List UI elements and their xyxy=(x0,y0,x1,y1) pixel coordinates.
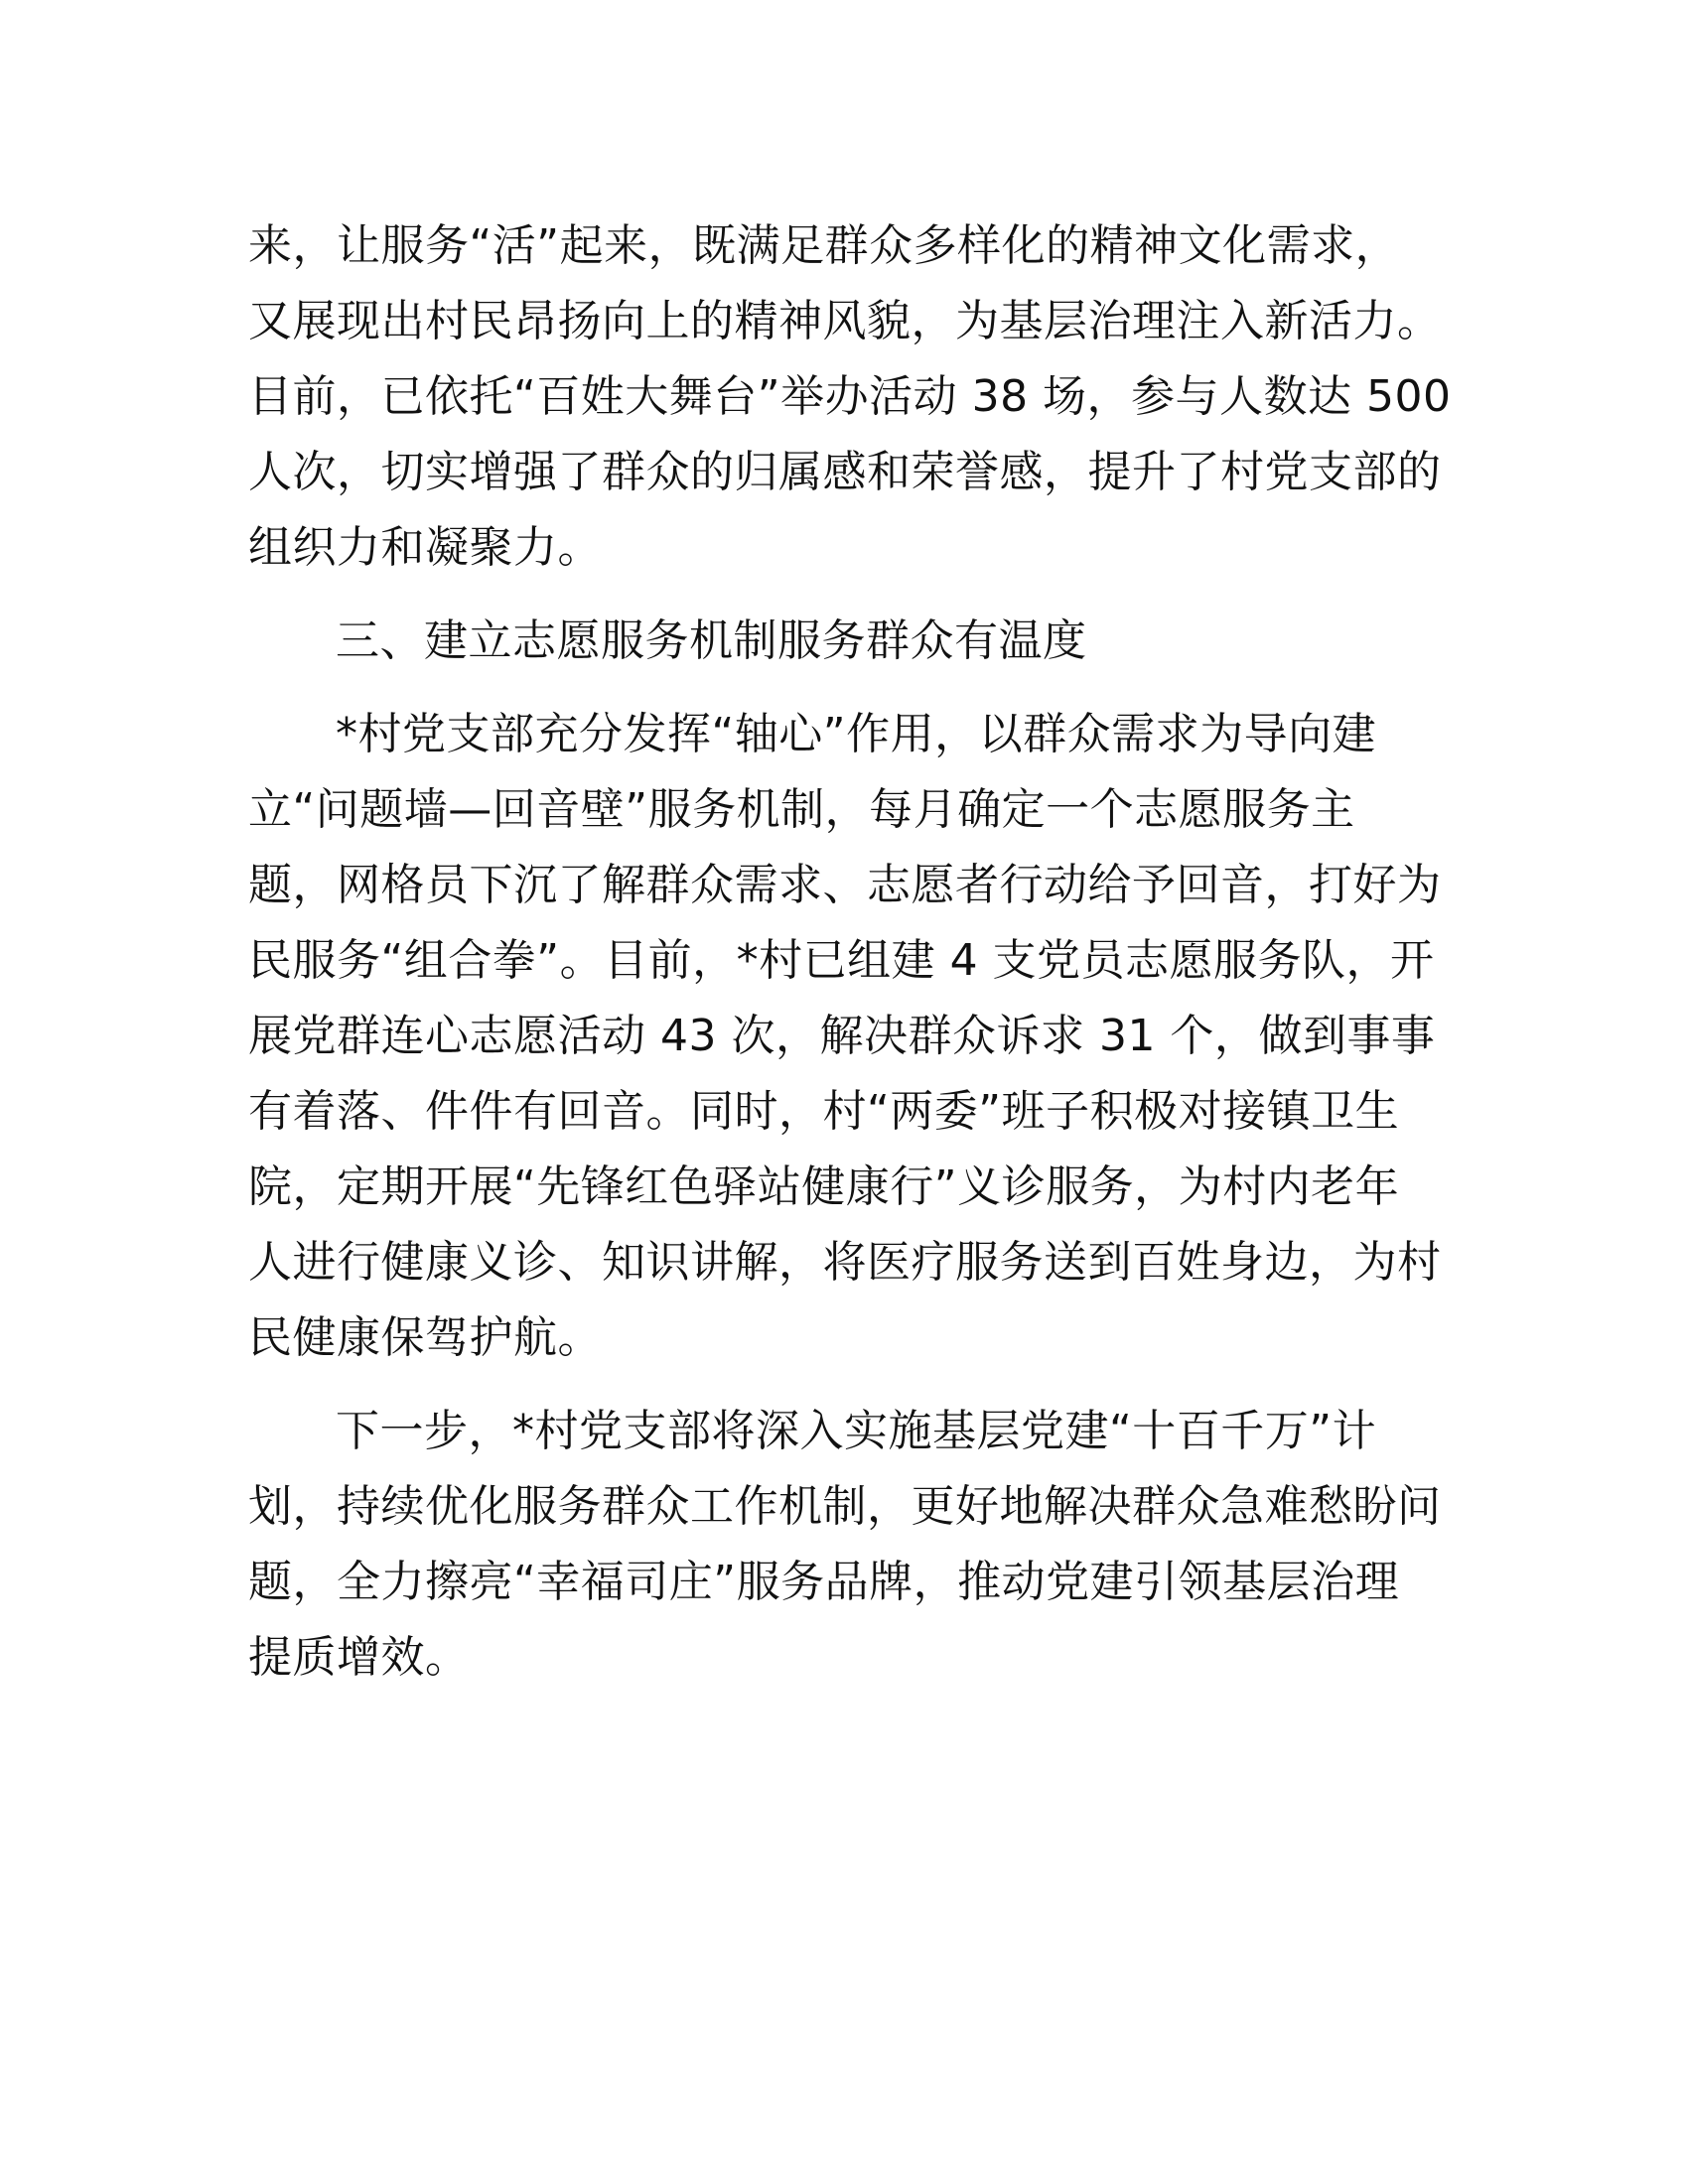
paragraph-line: 又展现出村民昂扬向上的精神风貌，为基层治理注入新活力。 xyxy=(248,296,1442,346)
paragraph-line: 立“问题墙—回音壁”服务机制，每月确定一个志愿服务主 xyxy=(248,784,1355,835)
paragraph-line: *村党支部充分发挥“轴心”作用，以群众需求为导向建 xyxy=(336,709,1377,759)
paragraph-1 xyxy=(248,208,1452,586)
paragraph-line: 人次，切实增强了群众的归属感和荣誉感，提升了村党支部的 xyxy=(248,447,1442,497)
paragraph-3 xyxy=(248,1394,1440,1696)
paragraph-line: 院，定期开展“先锋红色驿站健康行”义诊服务，为村内老年 xyxy=(248,1161,1400,1212)
paragraph-line: 来，让服务“活”起来，既满足群众多样化的精神文化需求， xyxy=(248,220,1400,271)
paragraph-line: 有着落、件件有回音。同时，村“两委”班子积极对接镇卫生 xyxy=(248,1086,1400,1137)
paragraph-2 xyxy=(248,697,1440,1376)
paragraph-line: 目前，已依托“百姓大舞台”举办活动 38 场，参与人数达 500 xyxy=(248,371,1452,422)
paragraph-line: 组织力和凝聚力。 xyxy=(248,522,602,573)
heading-text: 三、建立志愿服务机制服务群众有温度 xyxy=(336,615,1087,666)
paragraph-line: 民健康保驾护航。 xyxy=(248,1312,602,1363)
section-heading-3 xyxy=(248,604,1440,679)
paragraph-line: 民服务“组合拳”。目前，*村已组建 4 支党员志愿服务队，开 xyxy=(248,935,1435,986)
paragraph-line: 下一步，*村党支部将深入实施基层党建“十百千万”计 xyxy=(336,1406,1377,1456)
paragraph-line: 划，持续优化服务群众工作机制，更好地解决群众急难愁盼问 xyxy=(248,1481,1442,1532)
paragraph-line: 人进行健康义诊、知识讲解，将医疗服务送到百姓身边，为村 xyxy=(248,1237,1442,1288)
paragraph-line: 展党群连心志愿活动 43 次，解决群众诉求 31 个，做到事事 xyxy=(248,1011,1436,1061)
paragraph-line: 题，网格员下沉了解群众需求、志愿者行动给予回音，打好为 xyxy=(248,860,1442,910)
document-body xyxy=(248,208,1452,1696)
paragraph-line: 题，全力擦亮“幸福司庄”服务品牌，推动党建引领基层治理 xyxy=(248,1557,1400,1607)
paragraph-line: 提质增效。 xyxy=(248,1632,470,1683)
